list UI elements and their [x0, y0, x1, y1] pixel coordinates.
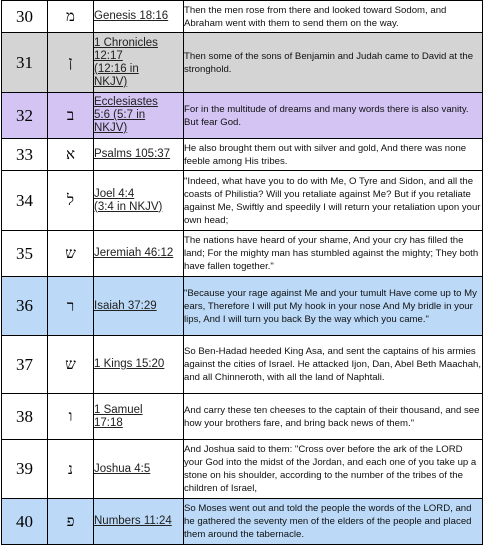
- table-row: [2, 499, 483, 545]
- scripture-reference-link[interactable]: [94, 394, 184, 440]
- reference-line: (12:16 in: [94, 62, 139, 75]
- reference-line: Genesis 18:16: [94, 10, 169, 22]
- scripture-reference-link[interactable]: [94, 93, 184, 139]
- scripture-reference-link[interactable]: [94, 440, 184, 499]
- reference-line: Isaiah 37:29: [94, 299, 157, 312]
- scripture-reference-link[interactable]: [94, 277, 184, 336]
- hebrew-letter: ש: [48, 336, 94, 394]
- hebrew-letter: ל: [48, 171, 94, 231]
- table-row: [2, 231, 483, 277]
- reference-line: NKJV): [94, 122, 128, 134]
- verse-number: 33: [2, 139, 48, 171]
- reference-line: Numbers 11:24: [94, 515, 172, 527]
- verse-text: "Indeed, what have you to do with Me, O Tyre and Sidon, and all the coasts of Philistia? Will you retaliate against Me? But if you retaliate against Me, Swiftly and speedily I will return your retaliation upon your own head;: [184, 171, 483, 231]
- table-row: [2, 336, 483, 394]
- reference-line: Joel 4:4: [94, 187, 135, 200]
- verse-number: 31: [2, 33, 48, 93]
- hebrew-letter: א: [48, 139, 94, 171]
- verse-text: Then some of the sons of Benjamin and Judah came to David at the stronghold.: [184, 33, 483, 93]
- reference-line: Psalms 105:37: [94, 148, 171, 160]
- reference-line: (3:4 in NKJV): [94, 200, 163, 213]
- verse-text: So Ben-Hadad heeded King Asa, and sent the captains of his armies against the cities of Israel. He attacked Ijon, Dan, Abel Beth Maachah, and all Chinneroth, with all the land of Naphtali.: [184, 336, 483, 394]
- verse-text: And carry these ten cheeses to the captain of their thousand, and see how your brothers fare, and bring back news of them.": [184, 394, 483, 440]
- verse-text: The nations have heard of your shame, And your cry has filled the land; For the mighty man has stumbled against the mighty; They both have fallen together.": [184, 231, 483, 277]
- table-row: [2, 171, 483, 231]
- hebrew-letter: ש: [48, 231, 94, 277]
- verse-text: For in the multitude of dreams and many words there is also vanity. But fear God.: [184, 93, 483, 139]
- scripture-reference-link[interactable]: [94, 336, 184, 394]
- reference-line: Ecclesiastes: [94, 96, 158, 108]
- verse-text: He also brought them out with silver and gold, And there was none feeble among His tribes.: [184, 139, 483, 171]
- scripture-reference-link[interactable]: [94, 499, 184, 545]
- hebrew-letter: ן: [48, 33, 94, 93]
- verse-text: Then the men rose from there and looked toward Sodom, and Abraham went with them to send them on the way.: [184, 1, 483, 33]
- table-row: [2, 277, 483, 336]
- hebrew-letter: נ: [48, 440, 94, 499]
- reference-line: 5:6 (5:7 in: [94, 109, 146, 121]
- hebrew-letter: ב: [48, 93, 94, 139]
- hebrew-letter: ר: [48, 277, 94, 336]
- reference-line: 17:18: [94, 416, 123, 429]
- scripture-reference-link[interactable]: [94, 1, 184, 33]
- table-row: [2, 33, 483, 93]
- table-row: [2, 440, 483, 499]
- reference-line: 1 Chronicles: [94, 36, 158, 49]
- verse-number: 30: [2, 1, 48, 33]
- verse-text: So Moses went out and told the people the words of the LORD, and he gathered the seventy men of the elders of the people and placed them around the tabernacle.: [184, 499, 483, 545]
- reference-line: NKJV): [94, 75, 128, 88]
- reference-line: 1 Kings 15:20: [94, 358, 165, 370]
- reference-line: 1 Samuel: [94, 403, 143, 416]
- reference-line: Joshua 4:5: [94, 462, 151, 475]
- verse-text: And Joshua said to them: "Cross over before the ark of the LORD your God into the midst of the Jordan, and each one of you take up a stone on his shoulder, according to the number of the tribes of the children of Israel,: [184, 440, 483, 499]
- hebrew-letter: ו: [48, 394, 94, 440]
- verse-number: 36: [2, 277, 48, 336]
- hebrew-letter: פ: [48, 499, 94, 545]
- verse-table-body: [2, 1, 483, 545]
- scripture-reference-link[interactable]: [94, 171, 184, 231]
- scripture-reference-link[interactable]: [94, 33, 184, 93]
- verse-number: 39: [2, 440, 48, 499]
- table-row: [2, 394, 483, 440]
- verse-number: 34: [2, 171, 48, 231]
- scripture-reference-link[interactable]: [94, 231, 184, 277]
- verse-number: 40: [2, 499, 48, 545]
- verse-number: 38: [2, 394, 48, 440]
- reference-line: 12:17: [94, 49, 123, 62]
- table-row: [2, 139, 483, 171]
- table-row: [2, 1, 483, 33]
- verse-number: 32: [2, 93, 48, 139]
- scripture-reference-link[interactable]: [94, 139, 184, 171]
- reference-line: Jeremiah 46:12: [94, 247, 174, 259]
- verse-text: "Because your rage against Me and your tumult Have come up to My ears, Therefore I will put My hook in your nose And My bridle in your lips, And I will turn you back By the way which you came.": [184, 277, 483, 336]
- verse-number: 37: [2, 336, 48, 394]
- verse-table: [1, 0, 483, 545]
- hebrew-letter: מ: [48, 1, 94, 33]
- verse-number: 35: [2, 231, 48, 277]
- table-row: [2, 93, 483, 139]
